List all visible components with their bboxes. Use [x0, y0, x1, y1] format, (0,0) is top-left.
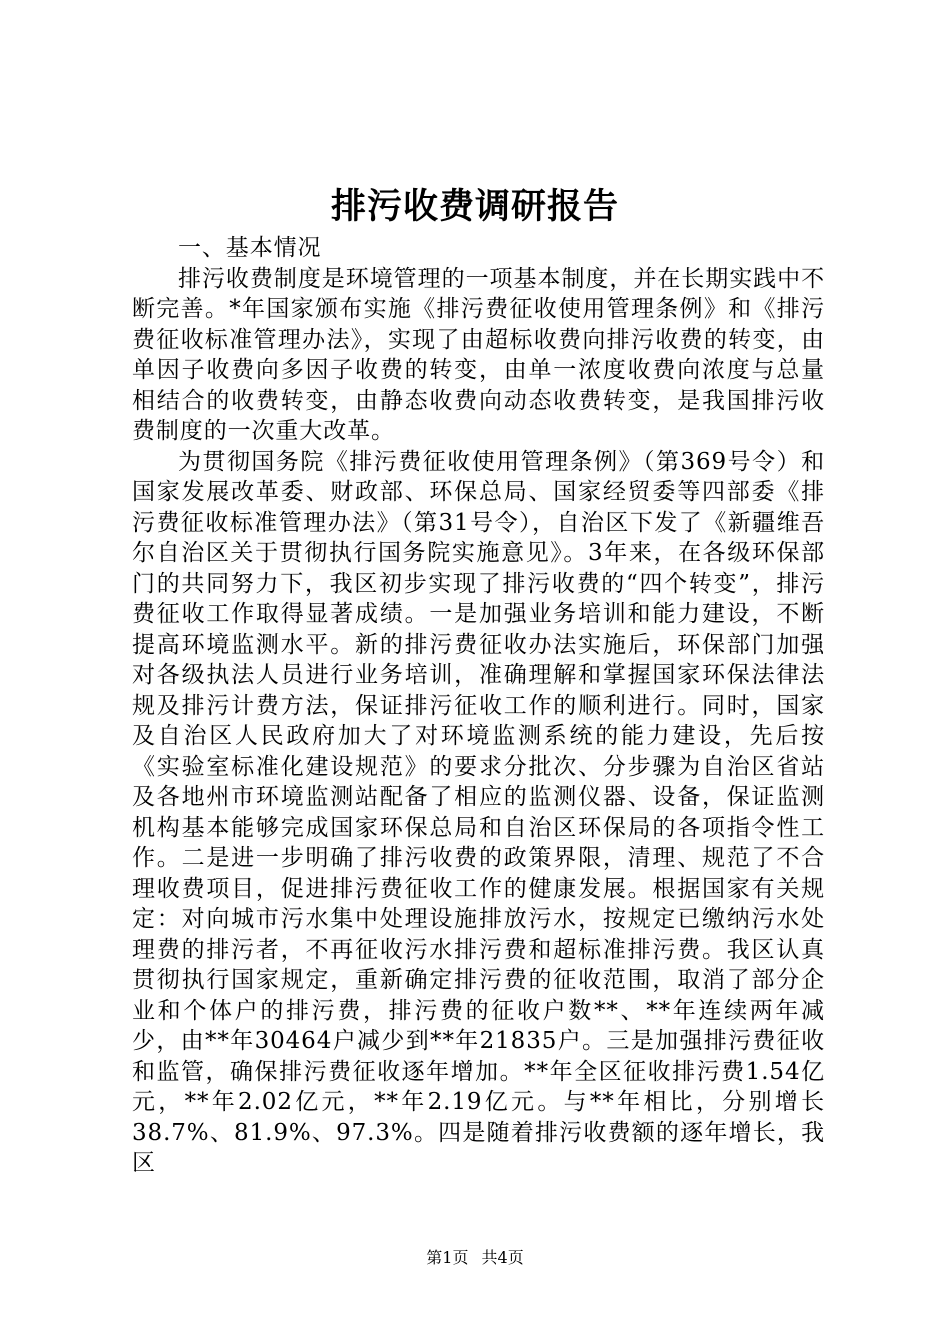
paragraph-1: 排污收费制度是环境管理的一项基本制度，并在长期实践中不断完善。*年国家颁布实施《排污费征收使用管理条例》和《排污费征收标准管理办法》，实现了由超标收费向排污收费的转变，由单因子收费向多因子收费的转变，由单一浓度收费向浓度与总量相结合的收费转变，由静态收费向动态收费转变，是我国排污收费制度的一次重大改革。: [132, 265, 825, 444]
section-heading: 一、基本情况: [178, 235, 322, 261]
document-body: [132, 233, 825, 1179]
paragraph-2: 为贯彻国务院《排污费征收使用管理条例》（第369号令）和国家发展改革委、财政部、环保总局、国家经贸委等四部委《排污费征收标准管理办法》（第31号令），自治区下发了《新疆维吾尔自治区关于贯彻执行国务院实施意见》。3年来，在各级环保部门的共同努力下，我区初步实现了排污收费的“四个转变”，排污费征收工作取得显著成绩。一是加强业务培训和能力建设，不断提高环境监测水平。新的排污费征收办法实施后，环保部门加强对各级执法人员进行业务培训，准确理解和掌握国家环保法律法规及排污计费方法，保证排污征收工作的顺利进行。同时，国家及自治区人民政府加大了对环境监测系统的能力建设，先后按《实验室标准化建设规范》的要求分批次、分步骤为自治区省站及各地州市环境监测站配备了相应的监测仪器、设备，保证监测机构基本能够完成国家环保总局和自治区环保局的各项指令性工作。二是进一步明确了排污收费的政策界限，清理、规范了不合理收费项目，促进排污费征收工作的健康发展。根据国家有关规定：对向城市污水集中处理设施排放污水，按规定已缴纳污水处理费的排污者，不再征收污水排污费和超标准排污费。我区认真贯彻执行国家规定，重新确定排污费的征收范围，取消了部分企业和个体户的排污费，排污费的征收户数**、**年连续两年减少，由**年30464户减少到**年21835户。三是加强排污费征收和监管，确保排污费征收逐年增加。**年全区征收排污费1.54亿元，**年2.02亿元，**年2.19亿元。与**年相比，分别增长38.7%、81.9%、97.3%。四是随着排污收费额的逐年增长，我区: [132, 448, 825, 1176]
document-title: 排污收费调研报告: [330, 186, 619, 227]
page-total: 共4页: [481, 1248, 524, 1267]
page-footer: [0, 1246, 950, 1270]
page-number: 第1页: [426, 1248, 469, 1267]
